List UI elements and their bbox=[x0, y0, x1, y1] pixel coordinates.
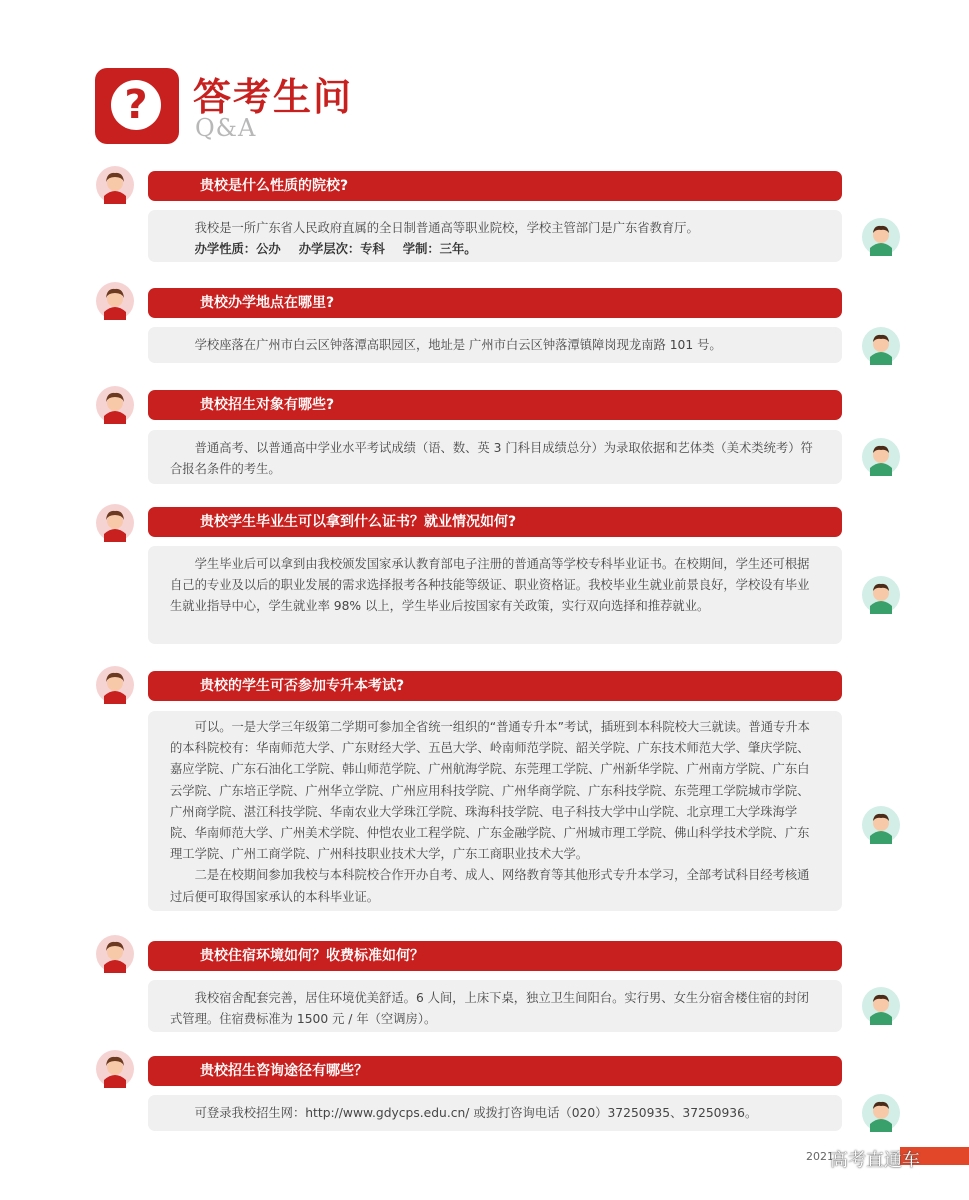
female-student-avatar-icon bbox=[96, 666, 134, 704]
answer-box bbox=[148, 546, 842, 644]
question-text: 贵校招生对象有哪些? bbox=[200, 397, 335, 413]
question-bar bbox=[148, 507, 842, 537]
question-bar bbox=[148, 671, 842, 701]
answer-text: 可登录我校招生网：http://www.gdycps.edu.cn/ 或拨打咨询电话（020）37250935、37250936。 bbox=[194, 1106, 758, 1120]
question-text: 贵校学生毕业生可以拿到什么证书？就业情况如何? bbox=[200, 514, 517, 530]
school-duration: 学制：三年。 bbox=[402, 242, 477, 257]
teacher-avatar-icon bbox=[862, 987, 900, 1025]
answer-box bbox=[148, 980, 842, 1032]
female-student-avatar-icon bbox=[96, 504, 134, 542]
logo-badge bbox=[95, 68, 179, 144]
question-text: 贵校是什么性质的院校? bbox=[200, 178, 349, 194]
question-text: 贵校办学地点在哪里? bbox=[200, 295, 335, 311]
teacher-avatar-icon bbox=[862, 438, 900, 476]
teacher-avatar-icon bbox=[862, 327, 900, 365]
answer-box bbox=[148, 430, 842, 484]
page-number: 2021 bbox=[806, 1150, 834, 1163]
school-type: 办学性质：公办 bbox=[194, 242, 281, 257]
question-bar bbox=[148, 288, 842, 318]
question-text: 贵校住宿环境如何？收费标准如何？ bbox=[200, 948, 424, 964]
school-level: 办学层次：专科 bbox=[298, 242, 385, 257]
question-text: 贵校的学生可否参加专升本考试? bbox=[200, 678, 405, 694]
teacher-avatar-icon bbox=[862, 1094, 900, 1132]
school-facts bbox=[170, 239, 820, 260]
answer-text: 普通高考、以普通高中学业水平考试成绩（语、数、英 3 门科目成绩总分）为录取依据和艺体类（美术类统考）符合报名条件的考生。 bbox=[170, 441, 813, 477]
answer-text: 我校是一所广东省人民政府直属的全日制普通高等职业院校，学校主管部门是广东省教育厅。 bbox=[194, 221, 699, 235]
answer-text: 我校宿舍配套完善，居住环境优美舒适。6 人间，上床下桌，独立卫生间阳台。实行男、女生分宿舍楼住宿的封闭式管理。住宿费标准为 1500 元 / 年（空调房）。 bbox=[170, 991, 809, 1027]
female-student-avatar-icon bbox=[96, 1050, 134, 1088]
female-student-avatar-icon bbox=[96, 386, 134, 424]
teacher-avatar-icon bbox=[862, 806, 900, 844]
teacher-avatar-icon bbox=[862, 576, 900, 614]
question-text: 贵校招生咨询途径有哪些？ bbox=[200, 1063, 368, 1079]
answer-text: 可以。一是大学三年级第二学期可参加全省统一组织的“普通专升本”考试，插班到本科院校大三就读。普通专升本的本科院校有：华南师范大学、广东财经大学、五邑大学、岭南师范学院、韶关学院、广东技术师范大学、肇庆学院、嘉应学院、广东石油化工学院、韩山师范学院、广州航海学院、东莞理工学院、广州新华学院、广州南方学院、广东白云学院、广东培正学院、广州华立学院、广州应用科技学院、广州华商学院、广东科技学院、东莞理工学院城市学院、广州商学院、湛江科技学院、华南农业大学珠江学院、珠海科技学院、电子科技大学中山学院、北京理工大学珠海学院、华南师范大学、广州美术学院、仲恺农业工程学院、广东金融学院、广州城市理工学院、佛山科学技术学院、广东理工学院、广州工商学院、广州科技职业技术大学，广东工商职业技术大学。 bbox=[170, 720, 810, 862]
question-bar bbox=[148, 1056, 842, 1086]
answer-box bbox=[148, 711, 842, 911]
question-bar bbox=[148, 171, 842, 201]
female-student-avatar-icon bbox=[96, 935, 134, 973]
female-student-avatar-icon bbox=[96, 282, 134, 320]
female-student-avatar-icon bbox=[96, 166, 134, 204]
answer-box bbox=[148, 1095, 842, 1131]
watermark: 高考直通车 bbox=[830, 1150, 920, 1171]
answer-box bbox=[148, 327, 842, 363]
page-subtitle: Q&A bbox=[195, 114, 257, 142]
answer-text: 学校座落在广州市白云区钟落潭高职园区，地址是 广州市白云区钟落潭镇障岗现龙南路 101 号。 bbox=[194, 338, 722, 352]
question-bar bbox=[148, 941, 842, 971]
answer-text: 二是在校期间参加我校与本科院校合作开办自考、成人、网络教育等其他形式专升本学习，全部考试科目经考核通过后便可取得国家承认的本科毕业证。 bbox=[170, 868, 810, 904]
teacher-avatar-icon bbox=[862, 218, 900, 256]
page-title: 答考生问 bbox=[193, 74, 354, 119]
question-mark-icon: ? bbox=[111, 80, 161, 130]
answer-text: 学生毕业后可以拿到由我校颁发国家承认教育部电子注册的普通高等学校专科毕业证书。在校期间，学生还可根据自己的专业及以后的职业发展的需求选择报考各种技能等级证、职业资格证。我校毕业生就业前景良好，学校设有毕业生就业指导中心，学生就业率 98% 以上，学生毕业后按国家有关政策，实行双向选择和推荐就业。 bbox=[170, 557, 810, 614]
question-bar bbox=[148, 390, 842, 420]
answer-box bbox=[148, 210, 842, 262]
